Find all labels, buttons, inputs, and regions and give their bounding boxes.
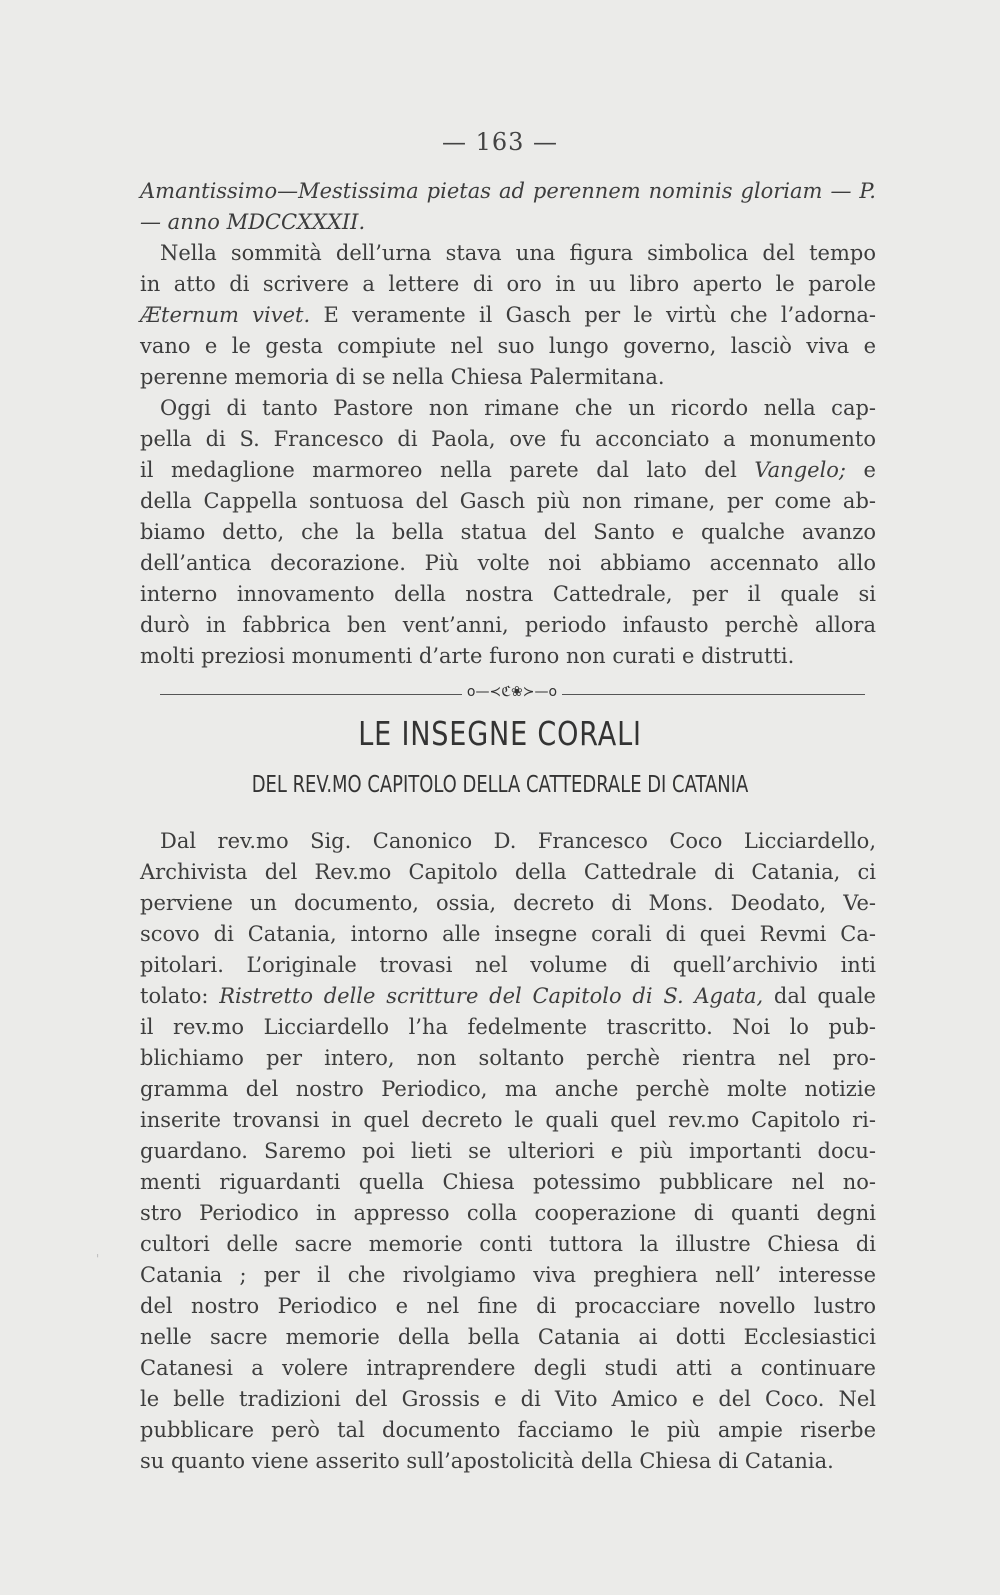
text-line: dell’antica decorazione. Più volte noi abbiamo accennato allo: [140, 551, 876, 575]
text-line: vano e le gesta compiute nel suo lungo governo, lasciò viva e: [140, 334, 876, 358]
text-line: cultori delle sacre memorie conti tuttora la illustre Chiesa di: [140, 1232, 876, 1256]
text-line: biamo detto, che la bella statua del Santo e qualche avanzo: [140, 520, 876, 544]
text-line: durò in fabbrica ben vent’anni, periodo infausto perchè allora: [140, 613, 876, 637]
text-line: pitolari. L’originale trovasi nel volume di quell’archivio inti: [140, 953, 876, 977]
text-line: Catania ; per il che rivolgiamo viva preghiera nell’ interesse: [140, 1263, 876, 1287]
text-line: su quanto viene asserito sull’apostolicità della Chiesa di Catania.: [140, 1449, 834, 1473]
text-fragment: e: [846, 458, 876, 482]
text-line: Dal rev.mo Sig. Canonico D. Francesco Coco Licciardello,: [160, 829, 876, 853]
text-line: guardano. Saremo poi lieti se ulteriori e più importanti docu-: [140, 1139, 876, 1163]
text-line: inserite trovansi in quel decreto le quali quel rev.mo Capitolo ri-: [140, 1108, 876, 1132]
text-line: Catanesi a volere intraprendere degli studi atti a continuare: [140, 1356, 876, 1380]
margin-mark: ': [96, 1252, 100, 1266]
ornament-icon: o—≺ℭ❀≻—o: [466, 684, 558, 700]
section-subtitle: DEL REV.MO CAPITOLO DELLA CATTEDRALE DI CATANIA: [251, 772, 749, 798]
text-line: molti preziosi monumenti d’arte furono non curati e distrutti.: [140, 644, 795, 668]
text-line: gramma del nostro Periodico, ma anche perchè molte notizie: [140, 1077, 876, 1101]
text-line: Nella sommità dell’urna stava una figura simbolica del tempo: [160, 241, 876, 265]
text-line: Oggi di tanto Pastore non rimane che un ricordo nella cap-: [160, 396, 876, 420]
paragraph-block-gasch: [140, 176, 876, 672]
text-line: scovo di Catania, intorno alle insegne corali di quei Revmi Ca-: [140, 922, 876, 946]
text-line: il rev.mo Licciardello l’ha fedelmente trascritto. Noi lo pub-: [140, 1015, 876, 1039]
divider-rule-right: [562, 694, 865, 695]
text-line: della Cappella sontuosa del Gasch più non rimane, per come ab-: [140, 489, 876, 513]
page-number: — 163 —: [441, 128, 559, 156]
italic-word: Vangelo;: [754, 458, 847, 482]
paragraph-block-insegne: [140, 826, 876, 1477]
text-line: [140, 300, 876, 331]
divider-rule-left: [160, 694, 462, 695]
text-fragment: il medaglione marmoreo nella parete dal lato del: [140, 458, 755, 482]
section-title: LE INSEGNE CORALI: [358, 714, 642, 753]
text-fragment: E veramente il Gasch per le virtù che l’adorna-: [310, 303, 876, 327]
text-line: Amantissimo—Mestissima pietas ad perennem nominis gloriam — P.: [140, 179, 876, 203]
text-line: del nostro Periodico e nel fine di procacciare novello lustro: [140, 1294, 876, 1318]
text-line: [140, 981, 876, 1012]
text-line: blichiamo per intero, non soltanto perchè rientra nel pro-: [140, 1046, 876, 1070]
text-line: interno innovamento della nostra Cattedrale, per il quale si: [140, 582, 876, 606]
text-line: pubblicare però tal documento facciamo le più ampie riserbe: [140, 1418, 876, 1442]
text-line: pella di S. Francesco di Paola, ove fu acconciato a monumento: [140, 427, 876, 451]
text-line: perenne memoria di se nella Chiesa Palermitana.: [140, 365, 665, 389]
text-line: — anno MDCCXXXII.: [140, 210, 366, 234]
italic-title: Ristretto delle scritture del Capitolo di S. Agata,: [219, 984, 764, 1008]
text-fragment: tolato:: [140, 984, 220, 1008]
latin-phrase: Æternum vivet.: [140, 303, 311, 327]
text-line: stro Periodico in appresso colla cooperazione di quanti degni: [140, 1201, 876, 1225]
text-line: nelle sacre memorie della bella Catania ai dotti Ecclesiastici: [140, 1325, 876, 1349]
ornamental-divider: [160, 684, 865, 702]
text-line: menti riguardanti quella Chiesa potessimo pubblicare nel no-: [140, 1170, 876, 1194]
text-line: in atto di scrivere a lettere di oro in uu libro aperto le parole: [140, 272, 876, 296]
text-line: perviene un documento, ossia, decreto di Mons. Deodato, Ve-: [140, 891, 876, 915]
text-fragment: dal quale: [763, 984, 876, 1008]
text-line: [140, 455, 876, 486]
text-line: le belle tradizioni del Grossis e di Vito Amico e del Coco. Nel: [140, 1387, 876, 1411]
text-line: Archivista del Rev.mo Capitolo della Cattedrale di Catania, ci: [140, 860, 876, 884]
